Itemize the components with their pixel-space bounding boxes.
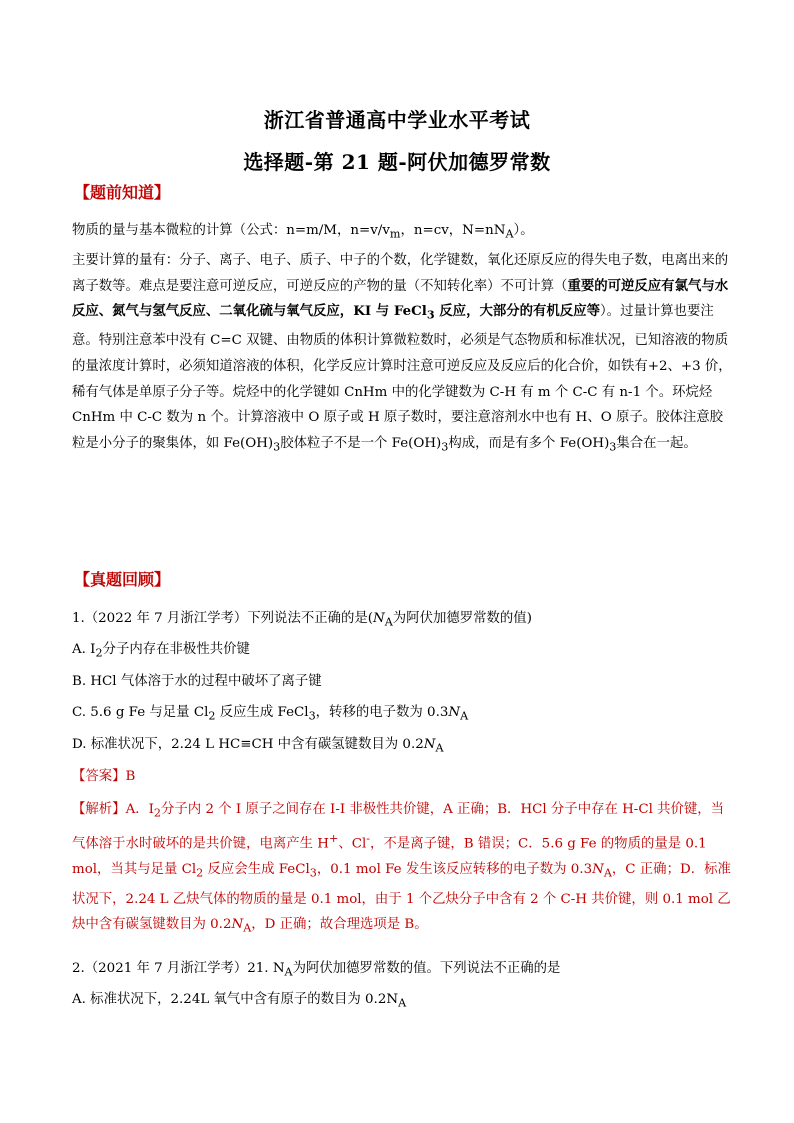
question-2-stem: 2.（2021 年 7 月浙江学考）21. $N_A$为阿伏加德罗常数的值。下列说法不正确的是 bbox=[72, 961, 561, 979]
question-1-option-a: A. $I_2$分子内存在非极性共价键 bbox=[72, 642, 250, 660]
question-1-analysis: 【解析】A．$I_2$分子内 2 个 I 原子之间存在 I-I 非极性共价键，A 正确；B．HCl 分子中存在 H-Cl 共价键，当气体溶于水时破坏的是共价键，电离产生 H+、Cl-，不是离子键，B 错误；C．5.6 g Fe 的物质的量是 0.1 mol，当其与足量 $Cl_2$ 反应会生成 FeCl$_3$，0.1 mol Fe 发生该反应转移的电子数为 $0.3N_A$，C 正确；D．标准状况下，2.24 L 乙炔气体的物质的量是 0.1 mol，由于 1 个乙炔分子中含有 2 个 C-H 共价键，则 0.1 mol 乙炔中含有碳氢键数目为 $0.2N_A$，D 正确；故合理选项是 B。 bbox=[72, 802, 731, 935]
section-heading-past-questions: 【真题回顾】 bbox=[74, 570, 171, 589]
question-1-answer: 【答案】B bbox=[72, 769, 136, 784]
doc-subtitle: 选择题-第 21 题-阿伏加德罗常数 bbox=[243, 150, 551, 174]
question-1-option-c: C. 5.6 g Fe 与足量 $Cl_2$ 反应生成 FeCl$_3$，转移的电子数为 $0.3N_A$ bbox=[72, 705, 469, 723]
question-1-stem: 1.（2022 年 7 月浙江学考）下列说法不正确的是($N_A$为阿伏加德罗常数的值) bbox=[72, 611, 532, 629]
intro-paragraph: 主要计算的量有：分子、离子、电子、质子、中子的个数，化学键数，氧化还原反应的得失电子数，电离出来的离子数等。难点是要注意可逆反应，可逆反应的产物的量（不知转化率）不可计算（重要的可逆反应有氯气与水反应、氮气与氢气反应、二氧化硫与氧气反应，KI 与 FeCl$_3$ 反应，大部分的有机反应等）。过量计算也要注意。特别注意苯中没有 C=C 双键、由物质的体积计算微粒数时，必须是气态物质和标准状况，已知溶液的物质的量浓度计算时，必须知道溶液的体积，化学反应计算时注意可逆反应及反应后的化合价，如铁有+2、+3 价，稀有气体是单原子分子等。烷烃中的化学键如 CnHm 中的化学键数为 C-H 有 m 个 C-C 有 n-1 个。环烷烃 CnHm 中 C-C 数为 n 个。计算溶液中 O 原子或 H 原子数时，要注意溶剂水中也有 H、O 原子。胶体注意胶粒是小分子的聚集体，如 $Fe(OH)_3$胶体粒子不是一个 $Fe(OH)_3$构成，而是有多个 $Fe(OH)_3$集合在一起。 bbox=[72, 253, 732, 454]
doc-title: 浙江省普通高中学业水平考试 bbox=[263, 108, 531, 132]
section-heading-pre-knowledge: 【题前知道】 bbox=[74, 183, 171, 202]
question-1-option-d: D. 标准状况下，2.24 L HC≡CH 中含有碳氢键数目为 $0.2N_A$ bbox=[72, 737, 444, 755]
question-1-option-b: B. HCl 气体溶于水的过程中破坏了离子键 bbox=[72, 674, 322, 689]
formula-line: 物质的量与基本微粒的计算（公式：n=m/M，$n=v/v_m$，n=cv，$N=nN_A$）。 bbox=[72, 223, 534, 241]
question-2-option-a: A. 标准状况下，2.24L 氧气中含有原子的数目为 $0.2N_A$ bbox=[72, 992, 407, 1010]
